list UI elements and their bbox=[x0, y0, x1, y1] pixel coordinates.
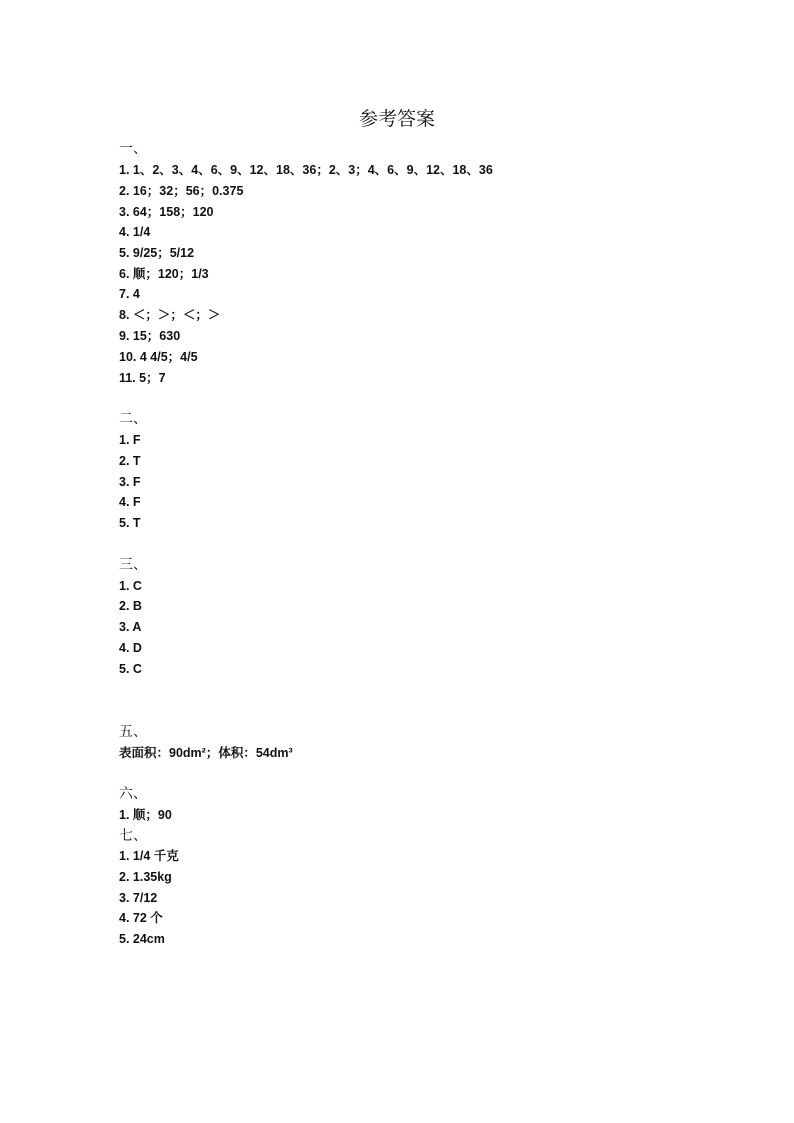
section-5-heading: 五、 bbox=[119, 724, 147, 740]
section-7-heading: 七、 bbox=[119, 828, 147, 844]
answer-line: 3. F bbox=[119, 475, 141, 489]
answer-line: 3. A bbox=[119, 620, 142, 634]
section-3-heading: 三、 bbox=[119, 557, 147, 573]
section-6-heading: 六、 bbox=[119, 786, 147, 802]
answer-line: 5. 24cm bbox=[119, 932, 165, 946]
answer-line: 8. ＜；＞；＜；＞ bbox=[119, 308, 221, 322]
answer-line: 7. 4 bbox=[119, 287, 140, 301]
answer-line: 1. C bbox=[119, 579, 142, 593]
answer-line: 4. 1/4 bbox=[119, 225, 151, 239]
answer-line: 4. F bbox=[119, 495, 141, 509]
answer-line: 1. F bbox=[119, 433, 141, 447]
section-2-heading: 二、 bbox=[119, 411, 147, 427]
answer-line: 表面积：90dm²；体积：54dm³ bbox=[119, 746, 293, 760]
answer-line: 5. C bbox=[119, 662, 142, 676]
answer-line: 6. 顺；120；1/3 bbox=[119, 267, 209, 281]
answer-line: 9. 15；630 bbox=[119, 329, 181, 343]
answer-line: 10. 4 4/5；4/5 bbox=[119, 350, 198, 364]
answer-line: 2. B bbox=[119, 599, 142, 613]
answer-line: 3. 64；158；120 bbox=[119, 205, 214, 219]
answer-line: 2. 16；32；56；0.375 bbox=[119, 184, 244, 198]
page-title: 参考答案 bbox=[358, 108, 435, 130]
answer-line: 3. 7/12 bbox=[119, 891, 158, 905]
answer-line: 2. T bbox=[119, 454, 141, 468]
answer-line: 1. 1、2、3、4、6、9、12、18、36；2、3；4、6、9、12、18、36 bbox=[119, 163, 493, 177]
answer-line: 11. 5；7 bbox=[119, 371, 166, 385]
answer-line: 5. T bbox=[119, 516, 141, 530]
answer-line: 1. 顺；90 bbox=[119, 808, 172, 822]
answer-line: 4. 72 个 bbox=[119, 911, 163, 925]
answer-line: 5. 9/25；5/12 bbox=[119, 246, 195, 260]
answer-line: 2. 1.35kg bbox=[119, 870, 172, 884]
answer-line: 1. 1/4 千克 bbox=[119, 849, 179, 863]
section-1-heading: 一、 bbox=[119, 141, 147, 157]
answer-line: 4. D bbox=[119, 641, 142, 655]
